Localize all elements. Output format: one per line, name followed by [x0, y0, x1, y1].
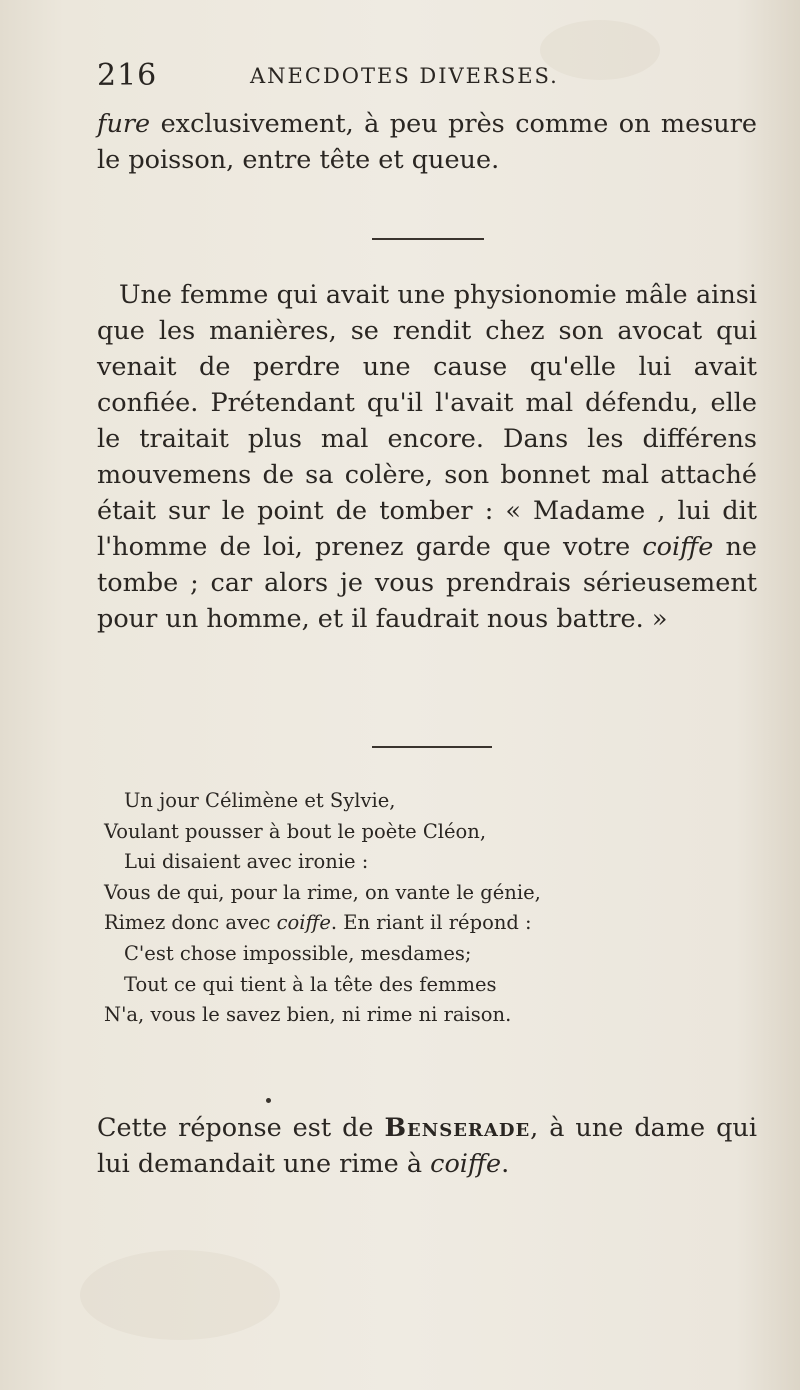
page-number: 216	[97, 58, 158, 93]
closing-text: .	[501, 1149, 510, 1179]
continuation-paragraph	[97, 106, 757, 178]
running-title: ANECDOTES DIVERSES.	[250, 64, 559, 88]
italic-word: fure	[97, 109, 151, 139]
poem-line	[104, 908, 744, 939]
italic-word: coiffe	[430, 1149, 502, 1179]
italic-word: coiffe	[276, 911, 331, 935]
anecdote-text: ne tombe ; car alors je vous prendrais sérieusement pour un homme, et il faudrait nous battre. »	[97, 532, 758, 634]
poem-text: . En riant il répond :	[330, 911, 532, 935]
poem	[104, 786, 744, 1031]
poem-line: Un jour Célimène et Sylvie,	[124, 789, 396, 812]
anecdote-text: Une femme qui avait une physionomie mâle ainsi que les manières, se rendit chez son avocat qui venait de perdre une cause qu'elle lui avait confiée. Prétendant qu'il l'avait mal défendu, elle le traitait plus mal encore. Dans les différens mouvemens de sa colère, son bonnet mal attaché était sur le point de tomber : « Madame , lui dit l'homme de loi, prenez garde que votre	[97, 280, 757, 562]
poem-line: Vous de qui, pour la rime, on vante le génie,	[104, 880, 541, 904]
poem-line: Lui disaient avec ironie :	[124, 850, 369, 874]
poem-line: C'est chose impossible, mesdames;	[124, 941, 472, 965]
section-divider	[372, 746, 492, 748]
author-name: Benserade	[384, 1113, 531, 1143]
closing-text: , à une dame qui lui demandait une rime à	[97, 1113, 757, 1179]
section-divider	[372, 238, 484, 240]
closing-text: Cette réponse est de	[97, 1113, 385, 1143]
anecdote-paragraph	[97, 277, 757, 637]
ornament-dot	[266, 1098, 271, 1103]
italic-word: coiffe	[642, 532, 714, 562]
paper-stain	[80, 1250, 280, 1340]
closing-paragraph	[97, 1110, 757, 1182]
continuation-text: exclusivement, à peu près comme on mesure le poisson, entre tête et queue.	[97, 109, 757, 175]
page-header	[97, 58, 657, 98]
poem-line: Tout ce qui tient à la tête des femmes	[124, 972, 497, 996]
poem-text: Rimez donc avec	[104, 911, 277, 935]
poem-line: Voulant pousser à bout le poète Cléon,	[104, 819, 487, 843]
poem-line: N'a, vous le savez bien, ni rime ni raison.	[104, 1003, 512, 1027]
